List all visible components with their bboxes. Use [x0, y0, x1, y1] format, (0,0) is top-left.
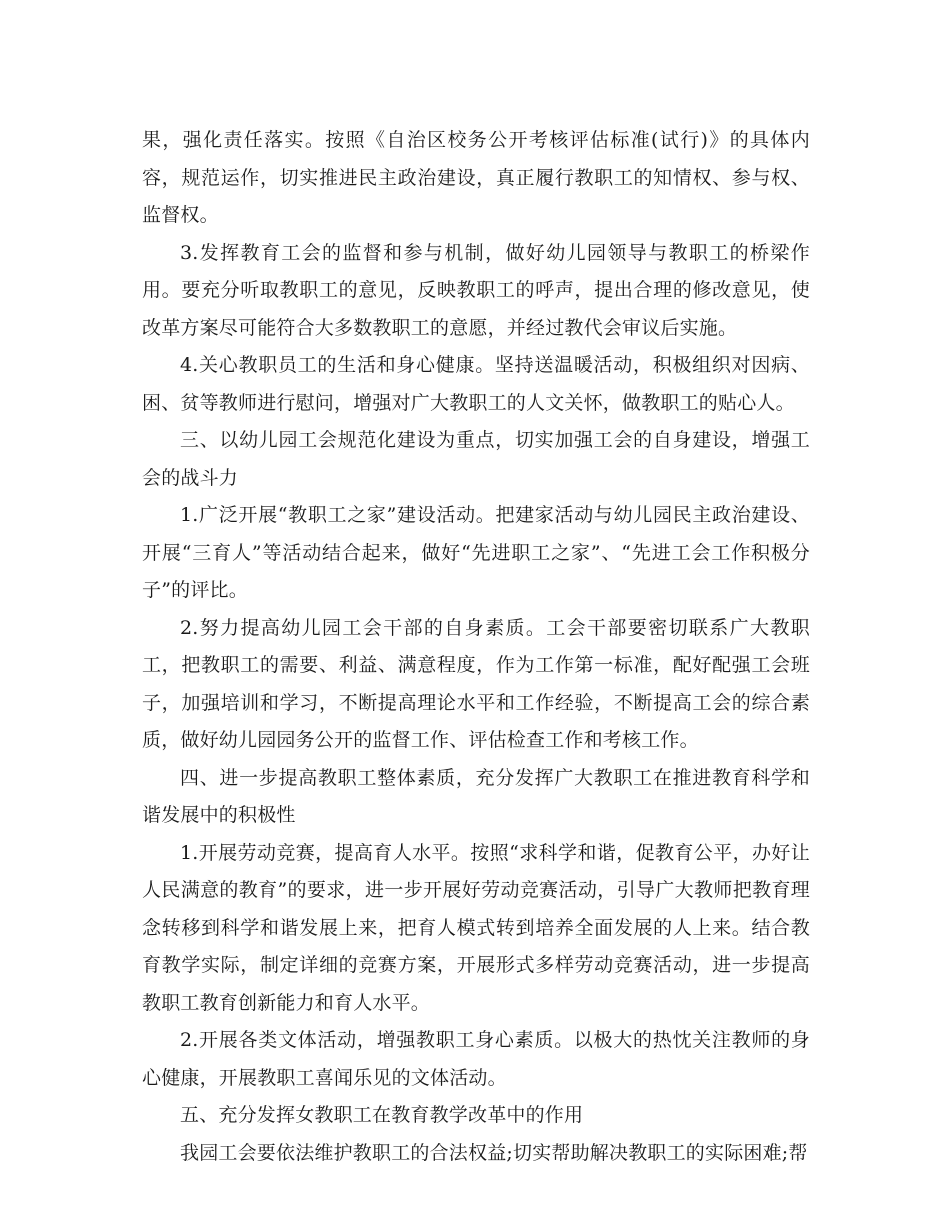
paragraph-5: 2.努力提高幼儿园工会干部的自身素质。工会干部要密切联系广大教职工，把教职工的需要、利益、满意程度，作为工作第一标准，配好配强工会班子，加强培训和学习，不断提高理论水平和工作经验，不断提高工会的综合素质，做好幼儿园园务公开的监督工作、评估检查工作和考核工作。	[142, 616, 810, 751]
section-heading-4: 四、进一步提高教职工整体素质，充分发挥广大教职工在推进教育科学和谐发展中的积极性	[142, 766, 810, 826]
paragraph-8: 我园工会要依法维护教职工的合法权益;切实帮助解决教职工的实际困难;帮	[180, 1141, 808, 1164]
paragraph-7: 2.开展各类文体活动，增强教职工身心素质。以极大的热忱关注教师的身心健康，开展教职工喜闻乐见的文体活动。	[142, 1029, 810, 1089]
paragraph-1: 果，强化责任落实。按照《自治区校务公开考核评估标准(试行)》的具体内容，规范运作，切实推进民主政治建设，真正履行教职工的知情权、参与权、监督权。	[142, 129, 810, 226]
paragraph-6: 1.开展劳动竞赛，提高育人水平。按照“求科学和谐，促教育公平，办好让人民满意的教育”的要求，进一步开展好劳动竞赛活动，引导广大教师把教育理念转移到科学和谐发展上来，把育人模式转到培养全面发展的人上来。结合教育教学实际，制定详细的竞赛方案，开展形式多样劳动竞赛活动，进一步提高教职工教育创新能力和育人水平。	[142, 841, 810, 1014]
paragraph-2: 3.发挥教育工会的监督和参与机制，做好幼儿园领导与教职工的桥梁作用。要充分听取教职工的意见，反映教职工的呼声，提出合理的修改意见，使改革方案尽可能符合大多数教职工的意愿，并经过教代会审议后实施。	[142, 241, 810, 339]
section-heading-5: 五、充分发挥女教职工在教育教学改革中的作用	[180, 1104, 584, 1126]
paragraph-3: 4.关心教职员工的生活和身心健康。坚持送温暖活动，积极组织对因病、困、贫等教师进行慰问，增强对广大教职工的人文关怀，做教职工的贴心人。	[142, 354, 810, 414]
section-heading-3: 三、以幼儿园工会规范化建设为重点，切实加强工会的自身建设，增强工会的战斗力	[142, 429, 810, 489]
document-body	[142, 122, 810, 1172]
paragraph-4: 1.广泛开展“教职工之家”建设活动。把建家活动与幼儿园民主政治建设、开展“三育人”等活动结合起来，做好“先进职工之家”、“先进工会工作积极分子”的评比。	[142, 504, 810, 601]
